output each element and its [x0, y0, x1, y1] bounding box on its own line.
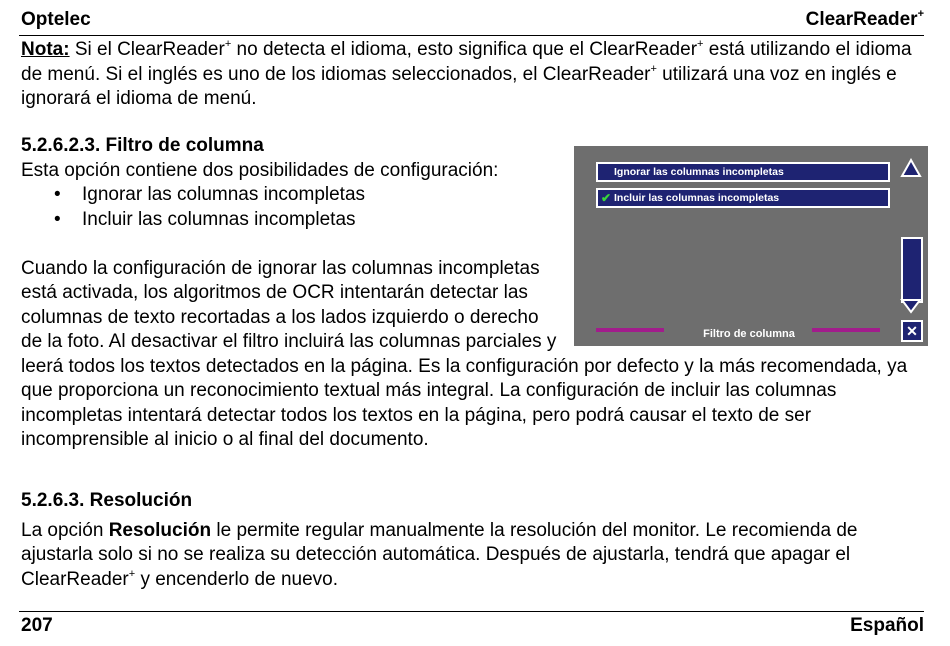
screen-caption: Filtro de columna: [703, 328, 795, 340]
nota-label: Nota:: [21, 39, 70, 60]
section2-bold: Resolución: [108, 519, 212, 541]
section1-intro: Esta opción contiene dos posibilidades de configuración:: [21, 159, 499, 181]
section2-text-2: le permite regular manualmente la resolución del monitor. Le recomienda de ajustarla solo si no se realiza su detección automática. Después de ajustarla, tendrá que apagar el ClearReader: [21, 519, 858, 590]
nota-sup-1: +: [224, 38, 232, 50]
section2-heading: 5.2.6.3. Resolución: [21, 490, 193, 511]
section2-body: [21, 519, 926, 593]
section1-heading: 5.2.6.2.3. Filtro de columna: [21, 135, 264, 156]
section2-sup: +: [128, 567, 136, 580]
check-icon: ✔: [601, 191, 612, 205]
header-product: [806, 8, 924, 34]
device-screenshot: [574, 146, 928, 346]
bullet-item: • Ignorar las columnas incompletas: [21, 183, 926, 208]
header-rule: [19, 35, 924, 36]
nota-text-4: utilizará una voz en inglés e ignorará el idioma de menú.: [21, 63, 897, 109]
nota-text-1: Si el ClearReader: [69, 39, 225, 60]
nota-sup-3: +: [650, 62, 657, 75]
option-incluir-label: Incluir las columnas incompletas: [614, 192, 780, 204]
arrow-up-icon: [900, 158, 922, 178]
option-ignorar: [596, 162, 890, 182]
footer-language: Español: [850, 615, 924, 636]
nota-sup-2: +: [697, 38, 704, 50]
header-product-sup: +: [917, 8, 924, 20]
header-product-name: ClearReader: [805, 9, 918, 30]
page-header: [21, 8, 924, 34]
section-resolucion: [21, 489, 926, 592]
bullet-item: • Incluir las columnas incompletas: [21, 208, 926, 233]
section2-text-1: La opción: [21, 519, 109, 541]
page-number: 207: [21, 615, 53, 636]
nota-text-3: está utilizando el idioma de menú. Si el inglés es uno de los idiomas seleccionados, el ClearReader: [21, 39, 912, 85]
caption-line-right: [812, 328, 880, 332]
nota-paragraph: [21, 38, 926, 112]
arrow-down-icon: [900, 298, 922, 314]
section1-body: Cuando la configuración de ignorar las columnas incompletas está activada, los algoritmos de OCR intentarán detectar las columnas de texto recortadas a los lados izquierdo o derecho de la foto. Al desactivar el filtro incluirá las columnas parciales y leerá todos los textos detectados en la página. Es la configuración por defecto y la más recomendada, ya que proporciona un reconocimiento textual más integral. La configuración de incluir las columnas incompletas intentará detectar todos los textos en la página, pero podrá causar el texto de ser incomprensible al inicio o al final del documento.: [21, 257, 908, 450]
section1-bullets: [21, 183, 926, 232]
section2-text-3: y encenderlo de nuevo.: [135, 568, 338, 590]
nota-text-2: no detecta el idioma, esto significa que el ClearReader: [231, 39, 698, 60]
header-brand: Optelec: [21, 9, 91, 30]
scroll-thumb: [901, 237, 923, 303]
footer-rule: [19, 611, 924, 612]
close-icon: ✕: [901, 320, 923, 342]
section-filtro-columna: [21, 134, 926, 453]
option-ignorar-label: Ignorar las columnas incompletas: [614, 166, 784, 178]
caption-line-left: [596, 328, 664, 332]
page-footer: [21, 614, 924, 640]
